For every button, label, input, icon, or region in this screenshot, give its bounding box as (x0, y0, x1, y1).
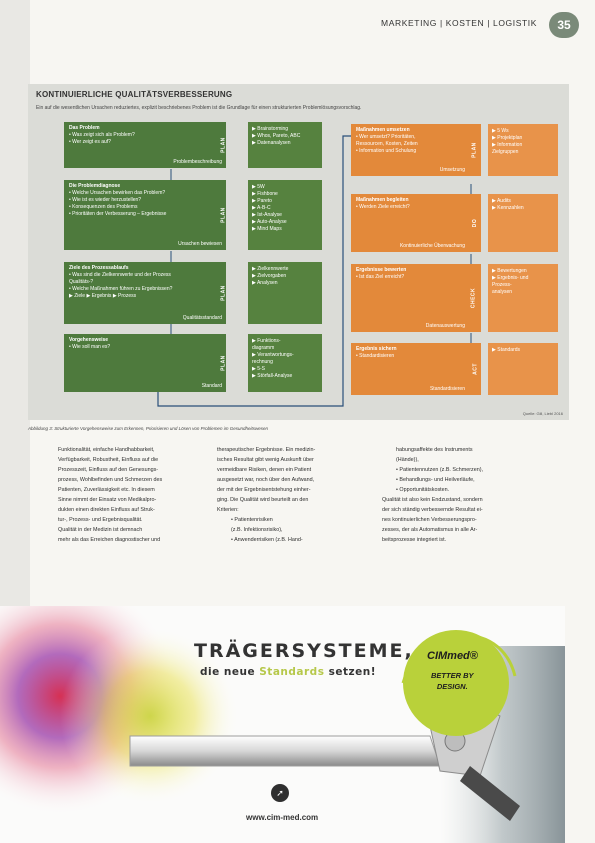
block-footer: Standard (201, 383, 222, 389)
plan-tools-diagnosis (248, 180, 322, 250)
block-line: • Welche Maßnahmen führen zu Ergebnissen? (69, 286, 173, 292)
body-line: prozess, Wohlbefinden und Schmerzen des (58, 477, 163, 483)
body-line: ging. Die Qualität wird beurteilt an den (217, 497, 309, 503)
tool-item: ▶ Funktions- (252, 338, 281, 344)
block-line: • Wer zeigt es auf? (69, 139, 111, 145)
body-line: • Opportunitätskosten. (396, 487, 450, 493)
tool-item: ▶ Bewertungen (492, 268, 527, 274)
body-line: • Patientenrisiken (231, 517, 273, 523)
ad-subheadline (200, 666, 376, 678)
tool-item: ▶ Information (492, 142, 523, 148)
tool-item: ▶ Verantwortungs- (252, 352, 294, 358)
block-line: Qualitäts-? (69, 279, 94, 285)
body-line: vermeidbare Risiken, denen ein Patient (217, 467, 312, 473)
body-line: Kriterien: (217, 507, 239, 513)
tool-item: ▶ Ergebnis- und (492, 275, 529, 281)
phase-label: PLAN (220, 137, 227, 153)
body-line: ausgesetzt war, noch über den Aufwand, (217, 477, 315, 483)
block-footer: Ursachen bewiesen (178, 241, 222, 247)
tool-item: ▶ Auto-Analyse (252, 219, 287, 225)
tool-item: diagramm (252, 345, 275, 351)
body-line: zesses, der als Automatismus in alle Ar- (382, 527, 478, 533)
tagline-line: BETTER BY (431, 671, 474, 680)
plan-block-problem (64, 122, 226, 168)
body-line: Verfügbarkeit, Robustheit, Einfluss auf die (58, 457, 159, 463)
tool-item: Prozess- (492, 282, 512, 288)
figure-caption: Abbildung 3: Strukturierte Vorgehensweise zum Erkennen, Priorisieren und Lösen von Problemen im Gesundheitswesen (28, 426, 268, 431)
body-line: (z.B. Infektionsrisiko), (231, 527, 283, 533)
block-footer: Qualitätsstandard (182, 315, 222, 321)
act-tools-secure (488, 343, 558, 395)
tool-item: analysen (492, 289, 513, 295)
tool-item: ▶ Ist-Analyse (252, 212, 282, 218)
block-line: • Standardisieren (356, 353, 395, 359)
page-number: 35 (549, 12, 579, 38)
block-line: • Werden Ziele erreicht? (356, 204, 410, 210)
block-line: Ressourcen, Kosten, Zeiten (356, 141, 418, 147)
block-title: Ergebnisse bewerten (356, 267, 407, 273)
plan-block-approach (64, 334, 226, 392)
plan-block-diagnosis (64, 180, 226, 250)
block-title: Ergebnis sichern (356, 346, 397, 352)
tool-item: ▶ 5W (252, 184, 265, 190)
phase-label: PLAN (220, 285, 227, 301)
tool-item: ▶ Analysen (252, 280, 278, 286)
advertisement (0, 606, 565, 843)
block-line: • Was zeigt sich als Problem? (69, 132, 135, 138)
tool-item: ▶ Pareto (252, 198, 272, 204)
phase-label: PLAN (220, 355, 227, 371)
subheadline-highlight: Standards (259, 666, 325, 678)
body-line: Patienten, Zuverlässigkeit etc. In diesem (58, 487, 155, 493)
text-column-1 (58, 445, 208, 545)
tool-item: ▶ Zielvorgaben (252, 273, 287, 279)
subheadline-part: setzen! (324, 666, 376, 678)
block-title: Maßnahmen begleiten (356, 197, 409, 203)
block-line: • Ist das Ziel erreicht? (356, 274, 405, 280)
ad-headline: TRÄGERSYSTEME, (194, 640, 414, 662)
phase-label: ACT (472, 363, 479, 375)
tool-item: ▶ Standards (492, 347, 521, 353)
block-line: • Wer umsetzt? Prioritäten, (356, 134, 416, 140)
phase-label: PLAN (471, 142, 478, 158)
tool-item: ▶ Brainstorming (252, 126, 289, 132)
do-tools-implement (488, 124, 558, 176)
tool-item: ▶ 5-S (252, 366, 266, 372)
tool-item: ▶ A-B-C (252, 205, 271, 211)
tool-item: ▶ 5 Ws (492, 128, 509, 134)
tool-item: ▶ Zielkennwerte (252, 266, 289, 272)
body-line: nes kontinuierlichen Verbesserungspro- (382, 517, 477, 523)
tool-item: Zielgruppen (492, 149, 519, 155)
tool-item: rechnung (252, 359, 273, 365)
body-line: Funktionalität, einfache Handhabbarkeit, (58, 447, 155, 453)
block-footer: Datenauswertung (425, 323, 465, 329)
tool-item: ▶ Whos, Pareto, ABC (252, 133, 301, 139)
phase-label: CHECK (470, 287, 477, 309)
block-title: Maßnahmen umsetzen (356, 127, 410, 133)
tool-item: ▶ Audits (492, 198, 511, 204)
tagline-line: DESIGN. (436, 682, 468, 691)
body-line: • Behandlungs- und Heilverläufe, (396, 477, 475, 483)
block-line: • Was sind die Zielkennwerte und der Prozess (69, 272, 171, 278)
body-line: therapeutischer Ergebnisse. Ein medizin- (217, 447, 316, 453)
quality-figure (28, 84, 569, 420)
tool-item: ▶ Fishbone (252, 191, 278, 197)
block-line: • Wie soll man es? (69, 344, 111, 350)
text-column-2 (217, 445, 367, 545)
block-line: • Welche Ursachen bewirken das Problem? (69, 190, 166, 196)
phase-label: DO (471, 218, 478, 228)
body-line: isches Resultat gibt wenig Auskunft über (217, 457, 314, 463)
body-line: beitsprozesse integriert ist. (382, 537, 447, 543)
body-line: Prozesszeit, Einfluss auf den Genesungs- (58, 467, 159, 473)
body-line: mehr als das Erreichen diagnostischer und (58, 537, 161, 543)
block-title: Ziele des Prozessablaufs (69, 265, 129, 271)
plan-block-goals (64, 262, 226, 324)
body-line: Sinne nimmt der Einsatz von Medikalpro- (58, 497, 157, 503)
text-column-3 (382, 445, 542, 545)
plan-tools-problem (248, 122, 322, 168)
block-title: Die Problemdiagnose (69, 183, 121, 189)
body-line: Qualität in der Medizin ist demnach (58, 527, 143, 533)
subheadline-part: die neue (200, 666, 260, 678)
block-title: Das Problem (69, 125, 100, 131)
block-footer: Problembeschreibung (173, 159, 222, 165)
act-block-secure (351, 343, 481, 395)
body-line: tur-, Prozess- und Ergebnisqualität. (58, 517, 143, 523)
figure-subtitle: Ein auf die wesentlichen Ursachen reduziertes, explizit beschriebenes Problem ist die Grundlage für einen strukturierten Problemlösungsvorschlag. (36, 105, 362, 111)
body-line: habungsaffekte des Instruments (396, 447, 473, 453)
do-tools-monitor (488, 194, 558, 252)
block-line: ▶ Ziele ▶ Ergebnis ▶ Prozess (69, 293, 137, 299)
body-line: der sich ständig verbessernde Resultat ei- (382, 507, 483, 513)
block-footer: Kontinuierliche Überwachung (399, 243, 465, 249)
tool-item: ▶ Projektplan (492, 135, 523, 141)
figure-title: KONTINUIERLICHE QUALITÄTSVERBESSERUNG (36, 90, 233, 99)
block-line: • Wie ist es wieder herzustellen? (69, 197, 142, 203)
phase-label: PLAN (220, 207, 227, 223)
tool-item: ▶ Störfall-Analyse (252, 373, 293, 379)
body-line: • Anwenderrisiken (z.B. Hand- (231, 537, 303, 543)
brand-tagline (431, 670, 474, 692)
ad-url[interactable]: www.cim-med.com (246, 813, 319, 822)
block-title: Vorgehensweise (69, 337, 109, 343)
block-footer: Umsetzung (439, 167, 465, 173)
body-line: der mit der Ergebnisentstehung einher- (217, 487, 311, 493)
page-header (30, 14, 595, 36)
body-line: • Patientennutzen (z.B. Schmerzen), (396, 467, 483, 473)
body-line: (Hände)), (396, 457, 419, 463)
tool-item: ▶ Kennzahlen (492, 205, 524, 211)
plan-tools-goals (248, 262, 322, 324)
do-block-implement (351, 124, 481, 176)
figure-source: Quelle: Gill, Liebl 2016 (522, 411, 563, 416)
check-tools-evaluate (488, 264, 558, 332)
check-block-evaluate (351, 264, 481, 332)
body-line: Qualität ist also kein Endzustand, sondern (382, 497, 483, 503)
block-line: • Konsequenzen des Problems (69, 204, 138, 210)
block-footer: Standardisieren (429, 386, 465, 392)
do-block-monitor (351, 194, 481, 252)
tool-item: ▶ Datenanalysen (252, 140, 291, 146)
block-line: • Prioritäten der Verbesserung – Ergebnisse (69, 211, 167, 217)
plan-tools-approach (248, 334, 322, 392)
section-title: MARKETING | KOSTEN | LOGISTIK (381, 18, 537, 28)
brand-logo-icon: ➚ (271, 784, 289, 802)
tool-item: ▶ Mind Maps (252, 226, 282, 232)
block-line: • Information und Schulung (356, 148, 417, 154)
body-line: dukten einen direkten Einfluss auf Struk- (58, 507, 155, 513)
brand-name: CIMmed® (427, 650, 478, 662)
